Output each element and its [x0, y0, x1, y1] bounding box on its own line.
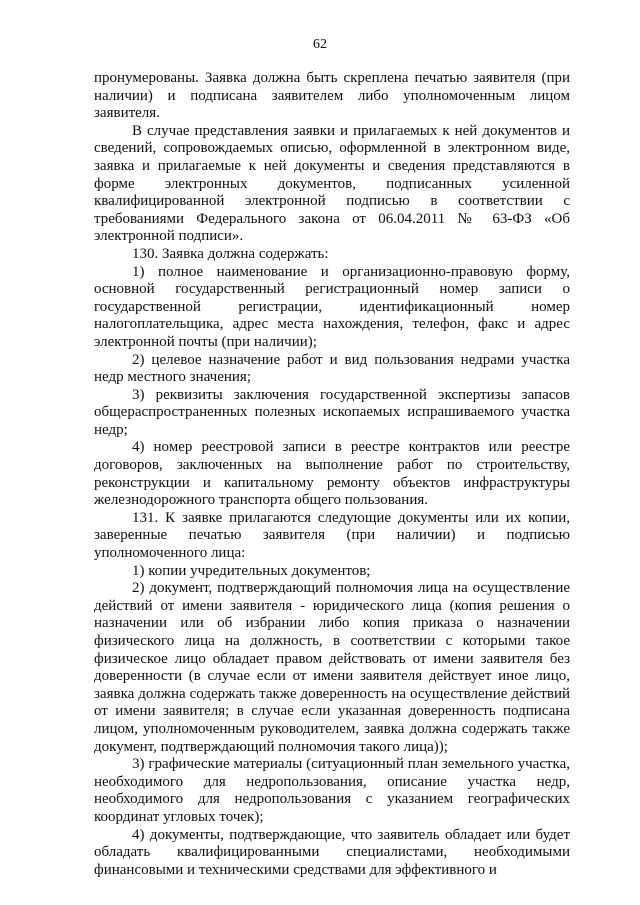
- list-item-131-1: 1) копии учредительных документов;: [132, 562, 371, 579]
- page-number: 62: [313, 37, 327, 52]
- document-body: [94, 70, 570, 879]
- list-item-130-3: 3) реквизиты заключения государственной экспертизы запасов общераспространенных полезных ископаемых испрашиваемого участка недр;: [94, 386, 570, 438]
- list-item-130-4: 4) номер реестровой записи в реестре контрактов или реестре договоров, заключенных на выполнение работ по строительству, реконструкции и капитальному ремонту объектов инфраструктуры железнодорожного транспорта общего пользования.: [94, 439, 570, 509]
- paragraph-continuation: пронумерованы. Заявка должна быть скреплена печатью заявителя (при наличии) и подписана заявителем либо уполномоченным лицом заявителя.: [94, 70, 570, 122]
- paragraph-131-heading: 131. К заявке прилагаются следующие документы или их копии, заверенные печатью заявителя (при наличии) и подписью уполномоченного лица:: [94, 509, 570, 562]
- list-item-131-4: 4) документы, подтверждающие, что заявитель обладает или будет обладать квалифицированными специалистами, необходимыми финансовыми и техническими средствами для эффективного и: [94, 826, 570, 878]
- list-item-131-3: 3) графические материалы (ситуационный план земельного участка, необходимого для недропользования, описание участка недр, необходимого для недропользования с указанием географических координат угловых точек);: [94, 756, 570, 825]
- paragraph-130-heading: 130. Заявка должна содержать:: [132, 245, 329, 262]
- list-item-130-1: 1) полное наименование и организационно-правовую форму, основной государственный регистрационный номер записи о государственной регистрации, идентификационный номер налогоплательщика, адрес места нахождения, телефон, факс и адрес электронной почты (при наличии);: [94, 263, 570, 350]
- paragraph-electronic-submission: В случае представления заявки и прилагаемых к ней документов и сведений, сопровождаемых описью, оформленной в электронном виде, заявка и прилагаемые к ней документы и сведения представляются в форме электронных документов, подписанных усиленной квалифицированной электронной подписью в соответствии с требованиями Федерального закона от 06.04.2011 № 63-ФЗ «Об электронной подписи».: [94, 122, 570, 245]
- list-item-130-2: 2) целевое назначение работ и вид пользования недрами участка недр местного значения;: [94, 351, 570, 386]
- list-item-131-2: 2) документ, подтверждающий полномочия лица на осуществление действий от имени заявителя - юридического лица (копия решения о назначении или об избрании либо копия приказа о назначении физического лица на должность, в соответствии с которыми такое физическое лицо обладает правом действовать от имени заявителя без доверенности (в случае если от имени заявителя действует иное лицо, заявка должна содержать также доверенность на осуществление действий от имени заявителя; в случае если указанная доверенность подписана лицом, уполномоченным руководителем, заявка должна содержать также документ, подтверждающий полномочия такого лица));: [94, 580, 570, 755]
